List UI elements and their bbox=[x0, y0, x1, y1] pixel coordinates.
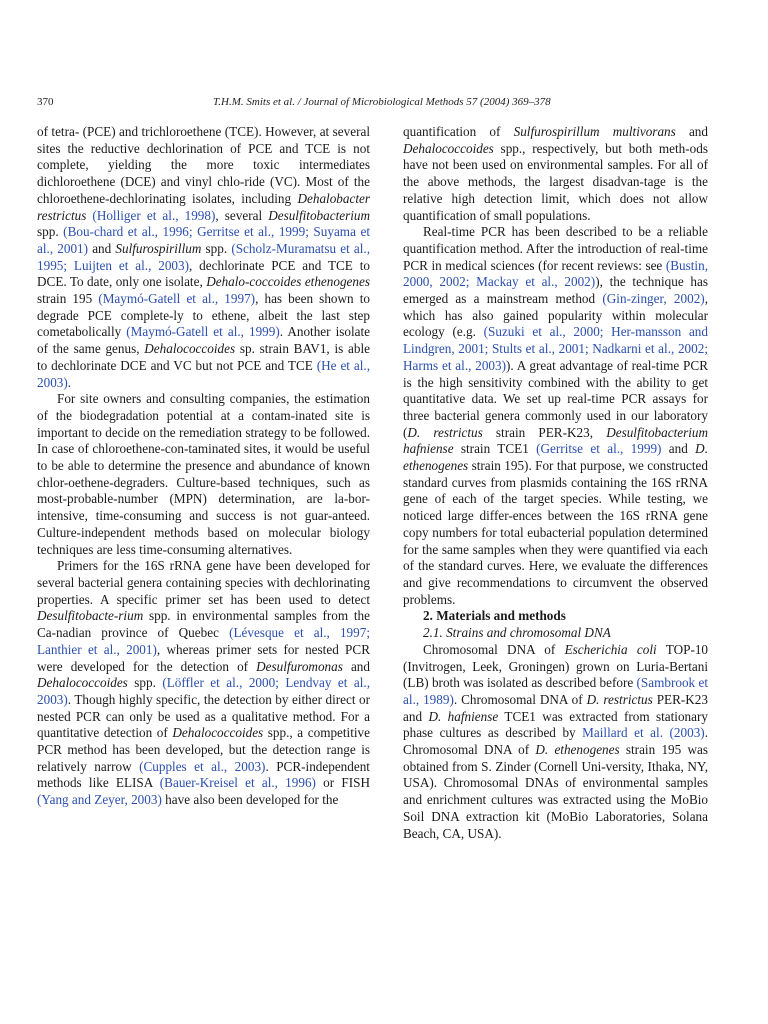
text: spp. bbox=[37, 224, 64, 240]
text: ), the technique has emerged as a mainstream method bbox=[403, 274, 708, 307]
text: . bbox=[67, 374, 72, 390]
text: , has been shown to degrade PCE complete-ly to ethene, albeit the last step cometabolically bbox=[37, 291, 370, 340]
citation-link[interactable]: (Gin-zinger, 2002) bbox=[602, 291, 705, 307]
text: strain 195). For that purpose, we constructed standard curves from plasmids containing the 16S rRNA gene of each of the target species. While testing, we noticed large differ-ences between the 16S rRNA gene copy numbers for total eubacterial population determined for the same samples when they were quantified via each of the standard curves. Here, we evaluate the differences and give recommendations to circumvent the observed problems. bbox=[403, 458, 708, 607]
page-number: 370 bbox=[37, 96, 54, 108]
text: PER-K23 and bbox=[403, 691, 708, 724]
text: spp. in environmental samples from the Ca-nadian province of Quebec bbox=[37, 608, 370, 641]
text: and bbox=[88, 240, 116, 256]
text: strain PER-K23, bbox=[482, 424, 607, 440]
citation-link[interactable]: (Löffler et al., 2000; Lendvay et al., 2003) bbox=[37, 675, 370, 707]
text: . Chromosomal DNA of bbox=[453, 691, 587, 707]
paragraph bbox=[37, 124, 370, 391]
paragraph bbox=[403, 224, 708, 608]
citation-link[interactable]: (Lévesque et al., 1997; Lanthier et al., 2001) bbox=[37, 625, 370, 657]
text: spp., a competitive PCR method has been developed, but the detection range is relatively narrow bbox=[37, 725, 370, 774]
citation-link[interactable]: (Scholz-Muramatsu et al., 1995; Luijten et al., 2003) bbox=[37, 240, 371, 273]
text: spp. bbox=[201, 240, 232, 256]
text: Chromosomal DNA of bbox=[423, 641, 565, 657]
paragraph bbox=[37, 558, 370, 809]
taxon-name: D. restrictus bbox=[407, 424, 483, 440]
text: Primers for the 16S rRNA gene have been developed for several bacterial genera containing species with dechlorinating properties. A specific primer set has been used to detect bbox=[37, 558, 370, 607]
citation-link[interactable]: (Yang and Zeyer, 2003) bbox=[37, 792, 162, 808]
citation-link[interactable]: (Maymó-Gatell et al., 1997) bbox=[98, 291, 256, 307]
text: have also been developed for the bbox=[161, 792, 339, 808]
taxon-name: D. restrictus bbox=[586, 691, 653, 707]
citation-link[interactable]: (Bauer-Kreisel et al., 1996) bbox=[159, 775, 316, 791]
section-title: 2. Materials and methods bbox=[423, 608, 566, 624]
text: . Though highly specific, the detection by either direct or nested PCR can only be used as a qualitative method. For a quantitative detection of bbox=[37, 691, 370, 741]
paragraph bbox=[403, 642, 708, 842]
taxon-name: D. ethenogenes bbox=[403, 441, 708, 474]
text: . Another isolate of the same genus, bbox=[37, 324, 370, 357]
text: or FISH bbox=[315, 775, 370, 791]
text: and bbox=[661, 441, 696, 457]
text: quantification of bbox=[403, 124, 514, 139]
taxon-name: Escherichia coli bbox=[564, 641, 657, 657]
citation-link[interactable]: (He et al., 2003) bbox=[37, 357, 370, 390]
text: , whereas primer sets for nested PCR were developed for the detection of bbox=[37, 641, 370, 674]
subsection-title: 2.1. Strains and chromosomal DNA bbox=[423, 625, 611, 641]
text: of tetra- (PCE) and trichloroethene (TCE). However, at several sites the reductive dechlorination of PCE and TCE is not complete, yielding the more toxic intermediates dichloroethene (DCE) and vinyl chlo-ride (VC). Most of the chloroethene-dechlorinating isolates, including bbox=[37, 124, 370, 206]
right-column bbox=[403, 124, 708, 842]
text: spp. bbox=[127, 675, 163, 691]
taxon-name: Dehalococcoides bbox=[144, 341, 236, 357]
taxon-name: Desulfitobacterium bbox=[268, 207, 371, 223]
taxon-name: Sulfurospirillum multivorans bbox=[513, 124, 676, 139]
text: and bbox=[675, 124, 708, 139]
citation-link[interactable]: (Cupples et al., 2003) bbox=[139, 758, 266, 774]
citation-link[interactable]: Maillard et al. (2003) bbox=[582, 725, 705, 741]
text: TCE1 was extracted from stationary phase cultures as described by bbox=[403, 708, 708, 741]
text: and bbox=[342, 658, 370, 674]
text: . PCR-independent methods like ELISA bbox=[37, 758, 370, 791]
citation-link[interactable]: (Suzuki et al., 2000; Her-mansson and Lindgren, 2001; Stults et al., 2001; Nadkarni et al., 2002; Harms et al., 2003) bbox=[403, 324, 708, 373]
taxon-name: Desulfitobacte-rium bbox=[37, 608, 144, 624]
taxon-name: Desulfuromonas bbox=[256, 658, 343, 674]
taxon-name: D. hafniense bbox=[428, 708, 499, 724]
text: ). A great advantage of real-time PCR is the high sensitivity combined with the ability to get quantitative data. We set up real-time PCR assays for three bacterial genera commonly used in our laboratory ( bbox=[403, 357, 708, 440]
taxon-name: Sulfurospirillum bbox=[115, 240, 202, 256]
citation-link[interactable]: (Bou-chard et al., 1996; Gerritse et al., 1999; Suyama et al., 2001) bbox=[37, 224, 370, 256]
taxon-name: Dehalococcoides bbox=[403, 140, 494, 156]
left-column bbox=[37, 124, 370, 809]
taxon-name: Dehalo-coccoides ethenogenes bbox=[206, 274, 370, 290]
text: , which has also gained popularity within molecular ecology (e.g. bbox=[403, 291, 708, 340]
text: spp., respectively, but both meth-ods have not been used on environmental samples. For all of the above methods, the largest disadvan-tage is the relative high detection limit, which does not allow quantification of small populations. bbox=[403, 140, 708, 223]
taxon-name: Dehalobacter restrictus bbox=[37, 190, 370, 223]
citation-link[interactable]: (Sambrook et al., 1989) bbox=[403, 675, 708, 707]
text: sp. strain BAV1, is able to dechlorinate DCE and VC but not PCE and TCE bbox=[37, 341, 370, 373]
taxon-name: Dehalococcoides bbox=[37, 675, 128, 691]
text: , several bbox=[215, 207, 269, 223]
text: . Chromosomal DNA of bbox=[403, 725, 708, 758]
running-head: T.H.M. Smits et al. / Journal of Microbiological Methods 57 (2004) 369–378 bbox=[213, 96, 551, 108]
paragraph: For site owners and consulting companies, the estimation of the biodegradation potential at a contam-inated site is important to decide on the remediation strategy to be followed. In case of chloroethene-con-taminated sites, it would be useful to be able to determine the presence and abundance of known chlor-oethene-degraders. Culture-based techniques, such as most-probable-number (MPN) determination, are la-bor-intensive, time-consuming and success is not guar-anteed. Culture-independent methods based on molecular biology techniques are less time-consuming alternatives. bbox=[37, 391, 370, 557]
text: TOP-10 (Invitrogen, Leek, Groningen) grown on Luria-Bertani (LB) broth was isolated as described before bbox=[403, 641, 709, 691]
text: strain TCE1 bbox=[453, 441, 537, 457]
text: strain 195 bbox=[37, 291, 99, 307]
taxon-name: D. ethenogenes bbox=[535, 742, 620, 758]
citation-link[interactable]: (Maymó-Gatell et al., 1999) bbox=[126, 324, 280, 340]
text: Real-time PCR has been described to be a reliable quantification method. After the introduction of real-time PCR in medical sciences (for recent reviews: see bbox=[403, 224, 708, 273]
paragraph bbox=[403, 124, 708, 224]
citation-link[interactable]: (Gerritse et al., 1999) bbox=[536, 441, 662, 457]
taxon-name: Dehalococcoides bbox=[172, 725, 264, 741]
text: strain 195 was obtained from S. Zinder (Cornell Uni-versity, Ithaka, NY, USA). Chromosomal DNAs of environmental samples and enrichment cultures was extracted using the MoBio Soil DNA extraction kit (MoBio Laboratories, Solana Beach, CA, USA). bbox=[403, 742, 709, 841]
citation-link[interactable]: (Bustin, 2000, 2002; Mackay et al., 2002) bbox=[403, 257, 708, 290]
text: , dechlorinate PCE and TCE to DCE. To date, only one isolate, bbox=[37, 257, 370, 290]
taxon-name: Desulfitobacterium hafniense bbox=[403, 424, 709, 457]
citation-link[interactable]: (Holliger et al., 1998) bbox=[92, 207, 216, 223]
